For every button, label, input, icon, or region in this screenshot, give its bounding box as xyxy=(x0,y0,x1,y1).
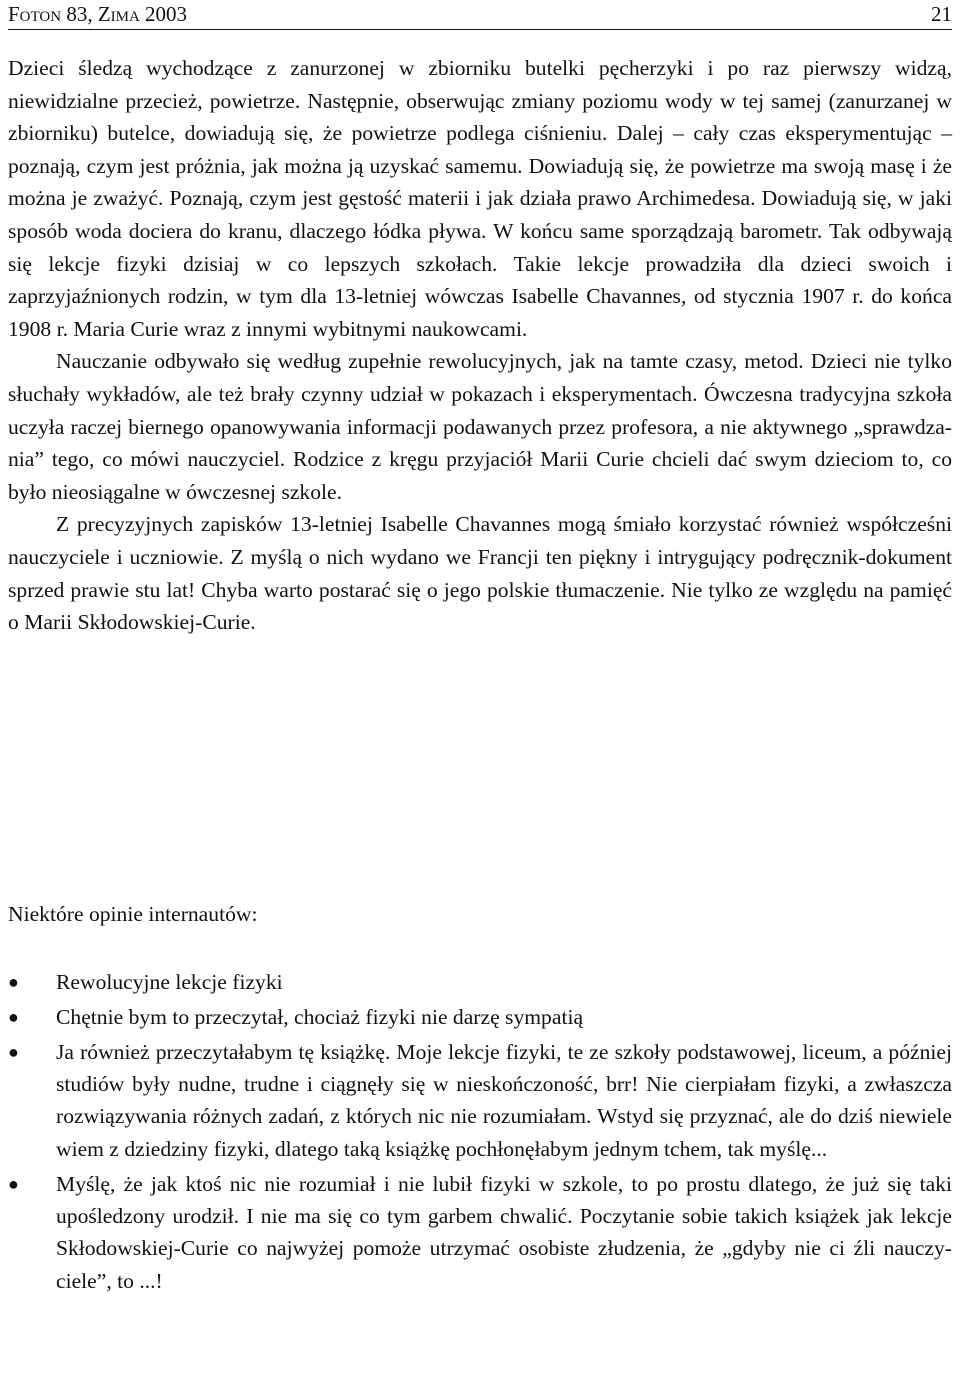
document-page xyxy=(8,0,952,1293)
opinions-list xyxy=(8,966,952,1300)
opinion-text: Ja również przeczytałabym tę książkę. Moje lekcje fizyki, te ze szkoły podstawowej, liceum, a później studiów były nudne, trudne i ciągnęły się w nieskończoność, brr! Nie cierpiałam fizyki, a zwłaszcza rozwiązywania różnych zadań, z których nic nie rozumiałam. Wstyd się przyznać, ale do dziś niewiele wiem z dziedziny fizyki, dlatego taką książkę pochłonęłabym jednym tchem, tak myślę... xyxy=(56,1039,952,1161)
paragraph-1: Dzieci śledzą wychodzące z zanurzonej w zbiorniku butelki pęcherzyki i po raz pierwszy widzą, niewidzialne przecież, powietrze. Następnie, obserwując zmiany poziomu wody w tej samej (zanurzanej w zbiorniku) butelce, dowiadują się, że powietrze podlega ciśnieniu. Dalej – cały czas eksperymentując – poznają, czym jest próżnia, jak można ją uzyskać samemu. Dowiadują się, że powietrze ma swoją masę i że można je zważyć. Poznają, czym jest gęstość materii i jak działa prawo Archimedesa. Dowiadują się, w jaki sposób woda dociera do kranu, dlaczego łódka pływa. W końcu same sporządzają barometr. Tak odbywają się lekcje fizyki dzisiaj w co lepszych szkołach. Takie lekcje prowadziła dla dzieci swoich i zaprzyjaźnionych rodzin, w tym dla 13-letniej wówczas Isabelle Chavannes, od stycznia 1907 r. do końca 1908 r. Maria Curie wraz z innymi wybitnymi naukowcami. xyxy=(8,56,952,341)
list-item xyxy=(8,1001,952,1033)
article-body xyxy=(8,52,952,639)
list-item xyxy=(8,966,952,998)
bullet-icon: ● xyxy=(8,1006,19,1027)
bullet-icon: ● xyxy=(8,1173,19,1194)
bullet-icon: ● xyxy=(8,1041,19,1062)
opinion-text: Chętnie bym to przeczytał, chociaż fizyki nie darzę sympatią xyxy=(56,1004,584,1029)
page-number: 21 xyxy=(931,2,952,26)
opinion-text: Myślę, że jak ktoś nic nie rozumiał i nie lubił fizyki w szkole, to po prostu dlatego, że już się taki upośledzony urodził. I nie ma się co tym garbem chwalić. Poczytanie sobie takich książek jak lekcje Skłodowskiej-Curie co najwyżej pomoże utrzymać osobiste złudzenia, że „gdyby nie ci źli nauczyciele”, to ...! xyxy=(56,1171,952,1293)
bullet-icon: ● xyxy=(8,972,19,992)
paragraph-3: Z precyzyjnych zapisków 13-letniej Isabelle Chavannes mogą śmiało korzystać również współcześni nauczyciele i uczniowie. Z myślą o nich wydano we Francji ten piękny i intrygujący podręcznik-dokument sprzed prawie stu lat! Chyba warto postarać się o jego polskie tłumaczenie. Nie tylko ze względu na pamięć o Marii Skłodowskiej-Curie. xyxy=(8,512,952,635)
opinion-text: Rewolucyjne lekcje fizyki xyxy=(56,970,283,994)
list-item xyxy=(8,1168,952,1298)
list-item xyxy=(8,1036,952,1166)
opinions-heading: Niektóre opinie internautów: xyxy=(8,902,258,926)
paragraph-2: Nauczanie odbywało się według zupełnie rewolucyjnych, jak na tamte czasy, metod. Dzieci nie tylko słuchały wykładów, ale też brały czynny udział w pokazach i eksperymentach. Ówczesna tradycyjna szkoła uczyła raczej biernego opanowywania informacji podawanych przez profesora, a nie aktywnego „sprawdzania” tego, co mówi nauczyciel. Rodzice z kręgu przyjaciół Marii Curie chcieli dać swym dzieciom to, co było nieosiągalne w ówczesnej szkole. xyxy=(8,349,952,504)
journal-title: Foton 83, Zima 2003 xyxy=(8,2,188,26)
running-header xyxy=(8,0,952,30)
